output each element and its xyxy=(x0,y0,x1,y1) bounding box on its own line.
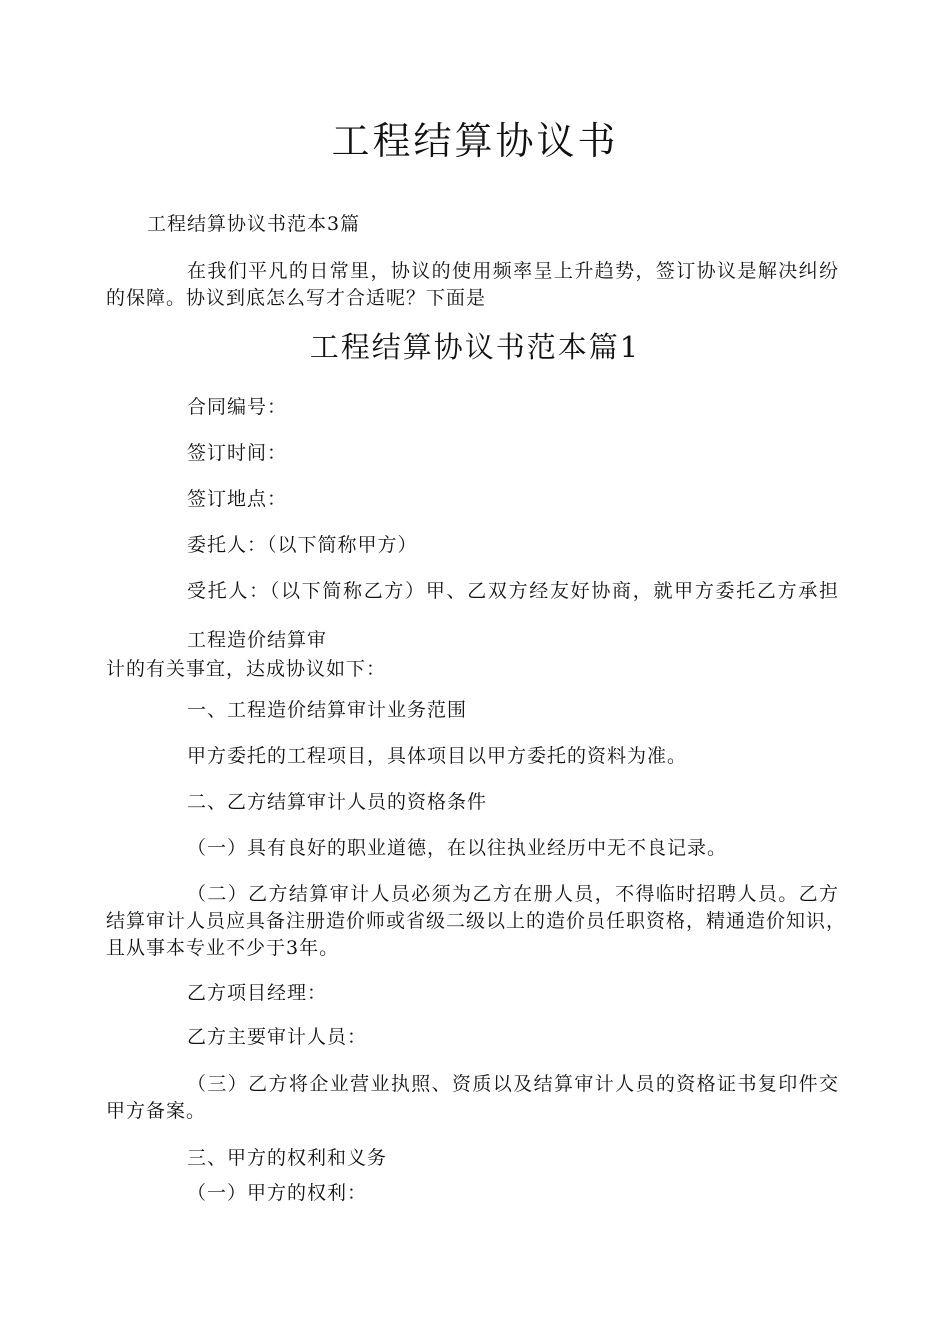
section-title: 工程结算协议书范本篇1 xyxy=(309,330,641,364)
article-2-item-2-line-3: 且从事本专业不少于3年。 xyxy=(106,937,340,959)
article-2-item-3-line-1: （三）乙方将企业营业执照、资质以及结算审计人员的资格证书复印件交 xyxy=(187,1073,839,1095)
project-manager-field: 乙方项目经理： xyxy=(187,982,328,1004)
contract-number-field: 合同编号： xyxy=(187,396,288,418)
client-field: 委托人：（以下简称甲方） xyxy=(187,534,418,556)
article-2-item-1: （一）具有良好的职业道德，在以往执业经历中无不良记录。 xyxy=(187,837,728,859)
scope-line-1: 工程造价结算审 xyxy=(187,629,328,651)
article-2-heading: 二、乙方结算审计人员的资格条件 xyxy=(187,791,488,813)
article-3-item-1: （一）甲方的权利： xyxy=(187,1182,368,1204)
article-2-item-2-line-1: （二）乙方结算审计人员必须为乙方在册人员，不得临时招聘人员。乙方 xyxy=(187,883,839,905)
scope-line-2: 计的有关事宜，达成协议如下： xyxy=(106,658,387,680)
article-3-heading: 三、甲方的权利和义务 xyxy=(187,1147,388,1169)
article-1-heading: 一、工程造价结算审计业务范围 xyxy=(187,699,468,721)
article-2-item-3-line-2: 甲方备案。 xyxy=(106,1100,207,1122)
trustee-field: 受托人：（以下简称乙方）甲、乙双方经友好协商，就甲方委托乙方承担 xyxy=(187,580,839,602)
intro-paragraph-line-2: 的保障。协议到底怎么写才合适呢？下面是 xyxy=(106,287,487,309)
main-auditors-field: 乙方主要审计人员： xyxy=(187,1026,368,1048)
sign-time-field: 签订时间： xyxy=(187,442,288,464)
document-title: 工程结算协议书 xyxy=(331,119,619,163)
intro-heading: 工程结算协议书范本3篇 xyxy=(147,213,361,235)
article-1-text: 甲方委托的工程项目，具体项目以甲方委托的资料为准。 xyxy=(187,745,688,767)
intro-paragraph-line-1: 在我们平凡的日常里，协议的使用频率呈上升趋势，签订协议是解决纠纷 xyxy=(187,260,839,282)
sign-place-field: 签订地点： xyxy=(187,488,288,510)
article-2-item-2-line-2: 结算审计人员应具备注册造价师或省级二级以上的造价员任职资格，精通造价知识， xyxy=(106,910,847,932)
